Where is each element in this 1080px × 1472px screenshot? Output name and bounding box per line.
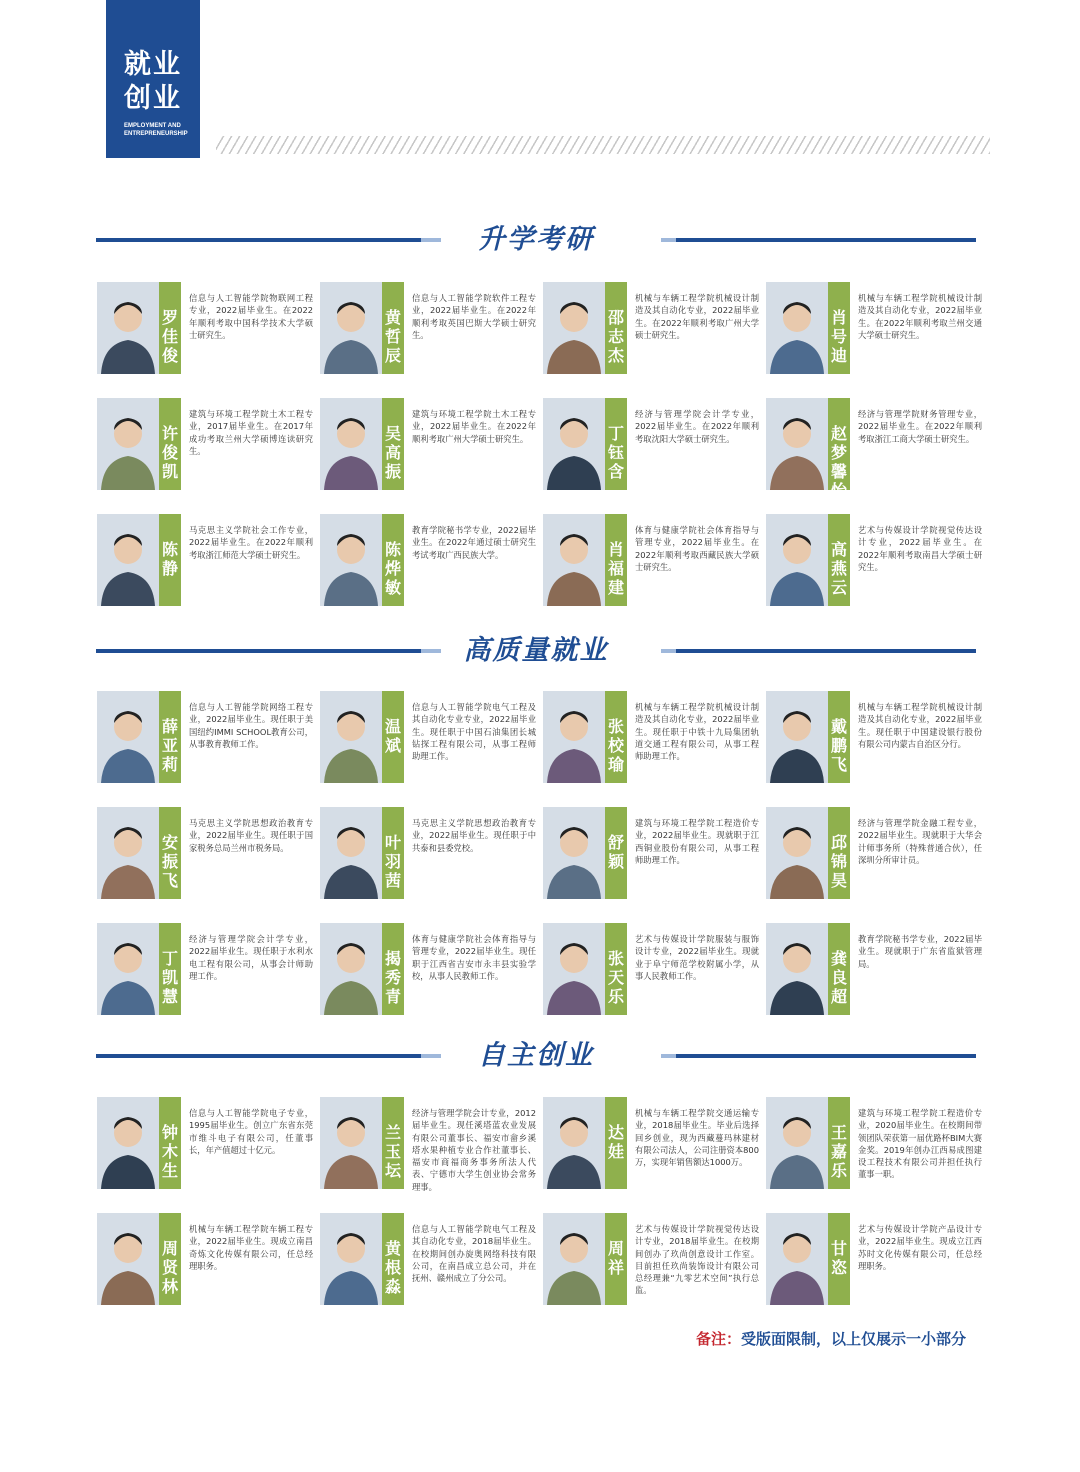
person-card [543,1213,758,1305]
person-description: 马克思主义学院思想政治教育专业，2022届毕业生。现任职于国家税务总局兰州市税务局。 [189,818,313,853]
portrait-photo [97,691,159,783]
name-tab [382,514,404,606]
portrait-photo [543,807,605,899]
person-name: 周祥 [607,1239,624,1277]
person-name: 肖福建 [607,540,624,597]
person-card [97,923,312,1015]
portrait-photo [97,282,159,374]
portrait-photo [320,691,382,783]
name-tab [159,514,181,606]
name-tab [382,691,404,783]
name-tab [605,398,627,490]
person-name: 薛亚莉 [161,717,178,774]
person-description: 经济与管理学院会计专业，2012届毕业生。现任溪塔蓝农业发展有限公司董事长、福安市畲乡溪塔水果种植专业合作社董事长、福安市商福商务事务所法人代表、宁德市大学生创业协会常务理事。 [412,1108,536,1192]
name-tab [605,1097,627,1189]
portrait-photo [766,807,828,899]
person-card [543,807,758,899]
portrait-photo [543,1213,605,1305]
person-description: 信息与人工智能学院电子专业，1995届毕业生。创立广东省东莞市维斗电子有限公司，任董事长，年产值超过十亿元。 [189,1108,313,1155]
person-card [320,282,535,374]
person-card [320,398,535,490]
person-card [766,398,982,500]
person-description: 建筑与环境工程学院土木工程专业，2017届毕业生。在2017年成功考取兰州大学硕博连读研究生。 [189,409,313,456]
category-badge [106,0,200,158]
name-tab [382,398,404,490]
person-description: 机械与车辆工程学院机械设计制造及其自动化专业，2022届毕业生。现任职于中国建设银行股份有限公司内蒙古自治区分行。 [858,702,982,749]
person-name: 邵志杰 [607,308,624,365]
person-name: 赵梦馨怡 [830,424,847,500]
name-tab [159,691,181,783]
person-name: 张天乐 [607,949,624,1006]
name-tab [828,514,850,606]
person-name: 张校瑜 [607,717,624,774]
footnote-label: 备注： [696,1330,742,1348]
person-name: 戴鹏飞 [830,717,847,774]
person-card [97,514,312,606]
portrait-photo [543,398,605,490]
portrait-photo [320,514,382,606]
portrait-photo [766,1213,828,1305]
person-name: 王嘉乐 [830,1123,847,1180]
person-card [320,1097,536,1192]
name-tab [828,398,850,500]
name-tab [828,282,850,374]
person-description: 机械与车辆工程学院车辆工程专业，2022届毕业生。现成立南昌奇炼文化传媒有限公司，任总经理职务。 [189,1224,313,1271]
section-header [96,1036,976,1076]
person-description: 机械与车辆工程学院机械设计制造及其自动化专业，2022届毕业生。在2022年顺利考取广州大学硕士研究生。 [635,293,759,340]
person-card [543,282,758,374]
person-name: 丁凯慧 [161,949,178,1006]
portrait-photo [320,1213,382,1305]
person-name: 邱锦昊 [830,833,847,890]
person-description: 经济与管理学院会计学专业，2022届毕业生。在2022年顺利考取沈阳大学硕士研究生。 [635,409,759,444]
portrait-photo [97,1213,159,1305]
person-card [766,691,981,783]
portrait-photo [97,398,159,490]
person-description: 机械与车辆工程学院机械设计制造及其自动化专业，2022届毕业生。在2022年顺利考取兰州交通大学硕士研究生。 [858,293,982,340]
person-description: 马克思主义学院思想政治教育专业，2022届毕业生。现任职于中共泰和县委党校。 [412,818,536,853]
name-tab [159,398,181,490]
person-card [97,1213,312,1305]
person-description: 教育学院秘书学专业，2022届毕业生。现就职于广东省监狱管理局。 [858,934,982,969]
person-name: 陈烨敏 [384,540,401,597]
person-name: 叶羽茜 [384,833,401,890]
person-card [320,807,535,899]
footnote-text: 受版面限制，以上仅展示一小部分 [741,1330,967,1348]
portrait-photo [97,923,159,1015]
person-description: 经济与管理学院财务管理专业，2022届毕业生。在2022年顺利考取浙江工商大学硕士研究生。 [858,409,982,444]
person-name: 肖号迪 [830,308,847,365]
portrait-photo [320,807,382,899]
name-tab [159,282,181,374]
person-description: 信息与人工智能学院电气工程及其自动化专业，2018届毕业生。在校期间创办旋奥网络科技有限公司，在南昌成立总公司，并在抚州、赣州成立了分公司。 [412,1224,536,1284]
person-name: 安振飞 [161,833,178,890]
person-card [543,1097,758,1189]
portrait-photo [766,282,828,374]
person-card [97,282,312,374]
person-description: 机械与车辆工程学院交通运输专业，2018届毕业生。毕业后选择回乡创业，现为西藏蔓玛林建材有限公司法人，公司注册资本800万，实现年销售额达1000万。 [635,1108,759,1168]
person-card [766,923,981,1015]
person-card [543,923,758,1015]
section-header [96,631,976,671]
name-tab [828,691,850,783]
person-description: 建筑与环境工程学院工程造价专业，2022届毕业生。现就职于江西铜业股份有限公司，从事工程师助理工作。 [635,818,759,865]
badge-title-line2: 创业 [124,83,182,114]
portrait-photo [766,1097,828,1189]
person-name: 兰玉坛 [384,1123,401,1180]
person-description: 马克思主义学院社会工作专业，2022届毕业生。在2022年顺利考取浙江师范大学硕士研究生。 [189,525,313,560]
name-tab [382,1213,404,1305]
name-tab [159,1213,181,1305]
section-title: 升学考研 [478,224,594,255]
badge-title-line1: 就业 [124,49,182,80]
person-name: 龚良超 [830,949,847,1006]
person-card [320,691,535,783]
portrait-photo [543,923,605,1015]
portrait-photo [320,1097,382,1189]
person-name: 周贤林 [161,1239,178,1296]
person-description: 体育与健康学院社会体育指导与管理专业，2022届毕业生。现任职于江西省吉安市永丰县实验学校，从事人民教师工作。 [412,934,536,981]
person-description: 信息与人工智能学院软件工程专业，2022届毕业生。在2022年顺利考取英国巴斯大学硕士研究生。 [412,293,536,340]
portrait-photo [320,282,382,374]
section-title: 高质量就业 [463,635,609,666]
name-tab [828,923,850,1015]
name-tab [159,807,181,899]
portrait-photo [320,398,382,490]
person-description: 艺术与传媒设计学院服装与服饰设计专业，2022届毕业生。现就业于阜宁师范学校附属小学，从事人民教师工作。 [635,934,759,981]
person-name: 钟木生 [161,1123,178,1180]
person-name: 许俊凯 [161,424,178,481]
person-card [543,691,758,783]
person-card [543,398,758,490]
name-tab [605,923,627,1015]
name-tab [605,282,627,374]
person-description: 经济与管理学院会计学专业，2022届毕业生。现任职于水利水电工程有限公司，从事会计师助理工作。 [189,934,313,981]
person-description: 艺术与传媒设计学院视觉传达设计专业，2022届毕业生。在2022年顺利考取南昌大学硕士研究生。 [858,525,982,572]
badge-english: EMPLOYMENT AND ENTREPRENEURSHIP [124,123,188,137]
person-card [766,1213,981,1305]
name-tab [605,1213,627,1305]
person-name: 丁钰含 [607,424,624,481]
person-description: 信息与人工智能学院物联网工程专业，2022届毕业生。在2022年顺利考取中国科学技术大学硕士研究生。 [189,293,313,340]
portrait-photo [766,514,828,606]
person-description: 艺术与传媒设计学院产品设计专业，2022届毕业生。现成立江西苏时文化传媒有限公司，任总经理职务。 [858,1224,982,1271]
name-tab [382,282,404,374]
person-name: 达娃 [607,1123,624,1161]
name-tab [605,807,627,899]
portrait-photo [543,282,605,374]
portrait-photo [543,514,605,606]
portrait-photo [97,807,159,899]
person-description: 经济与管理学院金融工程专业，2022届毕业生。现就职于大华会计师事务所（特殊普通合伙），任深圳分所审计员。 [858,818,982,865]
name-tab [828,807,850,899]
person-card [766,514,981,606]
portrait-photo [320,923,382,1015]
portrait-photo [97,1097,159,1189]
person-name: 陈静 [161,540,178,578]
footnote [696,1328,966,1349]
person-card [320,1213,535,1305]
name-tab [605,691,627,783]
person-name: 罗佳俊 [161,308,178,365]
person-card [766,1097,981,1189]
person-name: 舒颖 [607,833,624,871]
person-description: 信息与人工智能学院电气工程及其自动化专业专业，2022届毕业生。现任职于中国石油集团长城钻探工程有限公司，从事工程师助理工作。 [412,702,536,762]
portrait-photo [766,398,828,490]
person-description: 教育学院秘书学专业，2022届毕业生。在2022年通过硕士研究生考试考取广西民族大学。 [412,525,536,560]
name-tab [828,1213,850,1305]
person-card [97,1097,312,1189]
person-card [97,807,312,899]
person-name: 高燕云 [830,540,847,597]
section-title: 自主创业 [478,1040,594,1071]
person-description: 体育与健康学院社会体育指导与管理专业，2022届毕业生。在2022年顺利考取西藏民族大学硕士研究生。 [635,525,759,572]
portrait-photo [766,923,828,1015]
person-description: 建筑与环境工程学院土木工程专业，2022届毕业生。在2022年顺利考取广州大学硕士研究生。 [412,409,536,444]
person-card [766,282,981,374]
person-name: 温斌 [384,717,401,755]
person-name: 揭秀青 [384,949,401,1006]
portrait-photo [766,691,828,783]
section-header [96,220,976,260]
portrait-photo [543,691,605,783]
person-card [320,923,535,1015]
person-card [766,807,981,899]
name-tab [828,1097,850,1189]
person-description: 机械与车辆工程学院机械设计制造及其自动化专业，2022届毕业生。现任职于中铁十九局集团轨道交通工程有限公司，从事工程师助理工作。 [635,702,759,762]
portrait-photo [543,1097,605,1189]
name-tab [605,514,627,606]
portrait-photo [97,514,159,606]
person-description: 信息与人工智能学院网络工程专业，2022届毕业生。现任职于美国纽约IMMI SCHOOL教育公司，从事教育教师工作。 [189,702,313,749]
name-tab [159,1097,181,1189]
person-card [320,514,535,606]
name-tab [382,807,404,899]
person-name: 吴高振 [384,424,401,481]
person-card [97,398,312,490]
name-tab [159,923,181,1015]
person-description: 建筑与环境工程学院工程造价专业，2020届毕业生。在校期间带领团队荣获第一届优路杯BIM大赛金奖。2019年创办江西易成图建设工程技术有限公司并担任执行董事一职。 [858,1108,982,1180]
person-card [97,691,312,783]
person-name: 黄哲辰 [384,308,401,365]
name-tab [382,1097,404,1189]
name-tab [382,923,404,1015]
person-name: 甘恣 [830,1239,847,1277]
person-card [543,514,758,606]
person-name: 黄根淼 [384,1239,401,1296]
person-description: 艺术与传媒设计学院视觉传达设计专业，2018届毕业生。在校期间创办了玖尚创意设计工作室。目前担任玖尚装饰设计有限公司总经理兼“九零艺术空间”执行总监。 [635,1224,759,1296]
hatch-divider [216,136,990,154]
